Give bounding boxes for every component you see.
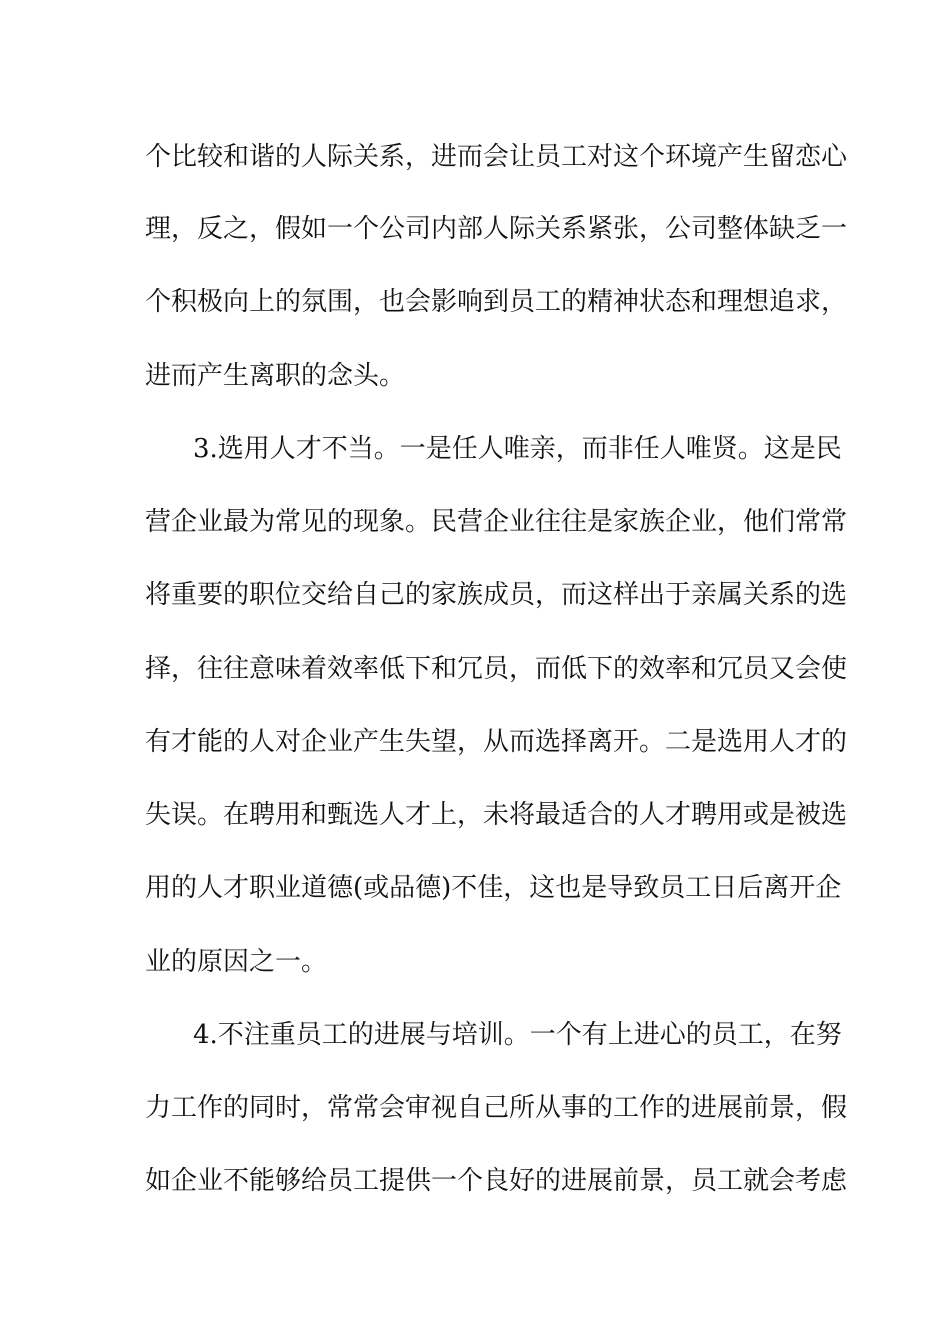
paragraph-line: 营企业最为常见的现象。民营企业往往是家族企业，他们常常 bbox=[145, 507, 848, 537]
paragraph-line: 进而产生离职的念头。 bbox=[145, 361, 406, 391]
paragraph-line: 理，反之，假如一个公司内部人际关系紧张，公司整体缺乏一 bbox=[145, 214, 848, 244]
paragraph-line: 如企业不能够给员工提供一个良好的进展前景，员工就会考虑 bbox=[145, 1166, 848, 1196]
paragraph-line: 将重要的职位交给自己的家族成员，而这样出于亲属关系的选 bbox=[145, 580, 848, 610]
paragraph-line: 择，往往意味着效率低下和冗员，而低下的效率和冗员又会使 bbox=[145, 654, 848, 684]
paragraph-line: 用的人才职业道德(或品德)不佳，这也是导致员工日后离开企 bbox=[145, 873, 842, 903]
paragraph-line: 个积极向上的氛围，也会影响到员工的精神状态和理想追求， bbox=[145, 287, 848, 317]
paragraph-line: 业的原因之一。 bbox=[145, 947, 328, 977]
paragraph-line: 个比较和谐的人际关系，进而会让员工对这个环境产生留恋心 bbox=[145, 142, 848, 172]
paragraph-line: 力工作的同时，常常会审视自己所从事的工作的进展前景，假 bbox=[145, 1093, 848, 1123]
paragraph-line: 有才能的人对企业产生失望，从而选择离开。二是选用人才的 bbox=[145, 727, 848, 757]
paragraph-line: 失误。在聘用和甄选人才上，未将最适合的人才聘用或是被选 bbox=[145, 800, 848, 830]
paragraph-line: 4.不注重员工的进展与培训。一个有上进心的员工，在努 bbox=[193, 1020, 842, 1050]
paragraph-line: 3.选用人才不当。一是任人唯亲，而非任人唯贤。这是民 bbox=[193, 434, 842, 464]
